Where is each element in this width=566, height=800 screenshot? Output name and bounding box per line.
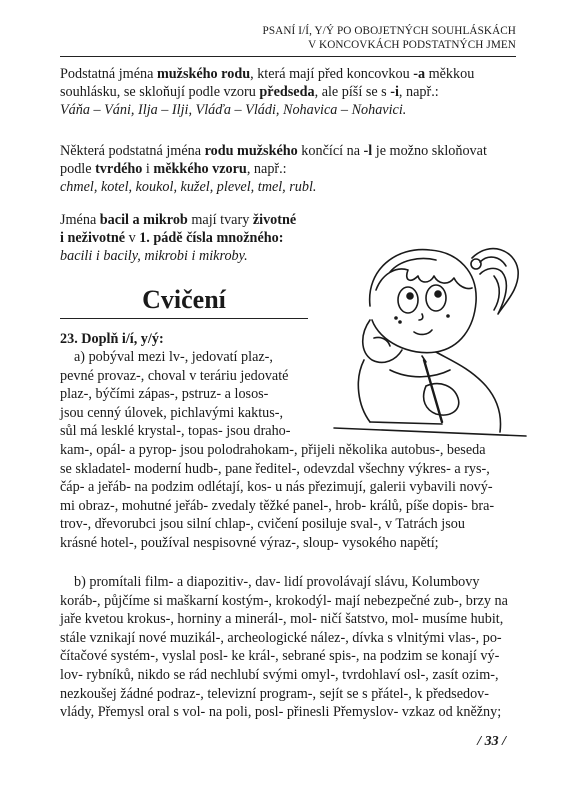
running-header [263, 24, 516, 52]
page-number: / 33 / [477, 734, 506, 749]
exercise-line: kam-, opál- a pyrop- jsou polodrahokam-, přijeli několika autobus-, beseda [60, 442, 486, 458]
exercise-line: plaz-, býčími zápas-, pstruz- a losos- [60, 386, 269, 403]
running-header-line-1: PSANÍ I/Í, Y/Ý PO OBOJETNÝCH SOUHLÁSKÁCH [262, 25, 516, 37]
exercise-line: trov-, dřevorubci jsou silní chlap-, cvičení posiluje sval-, v Tatrách jsou [60, 516, 465, 533]
exercise-part-a-wide [60, 441, 520, 553]
rule-masculine-a-examples: Váňa – Váni, Ilja – Ilji, Vláďa – Vládi, Nohavica – Nohavici. [60, 102, 407, 118]
girl-writing-illustration [330, 210, 530, 440]
running-header-line-2: V KONCOVKÁCH PODSTATNÝCH JMEN [308, 39, 516, 51]
exercise-line: jaře kvetou krokus-, horniny a minerál-, mol- ničí šatstvo, mol- musíme hubit, [60, 611, 504, 628]
exercise-line: čítačové systém-, vyslal posl- ke král-, sebrané spis-, na podzim se konají vý- [60, 648, 500, 665]
exercise-line: pevné provaz-, choval v teráriu jedovaté [60, 367, 289, 384]
exercise-title: 23. Doplň i/í, y/ý: [60, 331, 164, 347]
exercise-line: mi obraz-, mohutné jeřáb- zvedaly těžké panel-, hrob- králů, píše dopis- bra- [60, 497, 495, 514]
exercise-part-b [60, 573, 520, 722]
section-title: Cvičení [142, 285, 226, 314]
exercise-line: se skladatel- moderní hudb-, pane ředitel-, odevzdal všechny výkres- a rys-, [60, 460, 490, 477]
exercise-line: sůl má lesklé krystal-, topas- jsou draho- [60, 423, 291, 440]
section-title-rule [60, 318, 308, 319]
exercise-line: lov- rybníků, nikdo se rád nechlubí svými omyl-, tvrdohlaví osl-, zasít ozim-, [60, 666, 499, 683]
exercise-line: nezkoušej žádné podraz-, televizní program-, sejít se s přátel-, k předsedov- [60, 685, 490, 702]
rule-masculine-l: Některá podstatná jména rodu mužského končící na -l je možno skloňovat podle tvrdého i měkkého vzoru, např.: chmel, kotel, koukol, kužel, plevel, tmel, rubl. [60, 142, 520, 196]
rule-bacil-mikrob-examples: bacili i bacily, mikrobi i mikroby. [60, 248, 248, 264]
rule-bacil-mikrob: Jména bacil a mikrob mají tvary životné i neživotné v 1. pádě čísla množného: bacili i bacily, mikrobi i mikroby. [60, 211, 320, 265]
exercise-line: vlády, Přemysl oral s vol- na poli, posl- přinesli Přemyslov- vzkaz od kněžny; [60, 704, 502, 721]
exercise-line: krásné hotel-, používal nespisovné výraz-, sloup- vysokého napětí; [60, 534, 439, 551]
exercise-line: čáp- a jeřáb- na podzim odlétají, kos- u nás přezimují, galerii vybavili nový- [60, 479, 493, 496]
rule-masculine-l-examples: chmel, kotel, koukol, kužel, plevel, tmel, rubl. [60, 179, 317, 195]
exercise-line: jsou cenný úlovek, pichlavými kaktus-, [60, 404, 284, 421]
exercise-line: b) promítali film- a diapozitiv-, dav- lidí provolávají slávu, Kolumbovy [74, 574, 480, 590]
header-rule [60, 56, 516, 57]
exercise-line: stále vznikají nové muzikál-, archeologické nález-, dívka s vlnitými vlas-, po- [60, 629, 502, 646]
exercise-line: a) pobýval mezi lv-, jedovatí plaz-, [74, 349, 273, 365]
exercise-part-a-narrow [60, 348, 322, 441]
exercise-line: koráb-, půjčíme si maškarní kostým-, krokodýl- mají nebezpečné zub-, brzy na [60, 592, 508, 609]
rule-masculine-a: Podstatná jména mužského rodu, která mají před koncovkou -a měkkou souhlásku, se skloňují podle vzoru předseda, ale píší se s -i, např.: Váňa – Váni, Ilja – Ilji, Vláďa – Vládi, Nohavica – Nohavici. [60, 65, 520, 119]
